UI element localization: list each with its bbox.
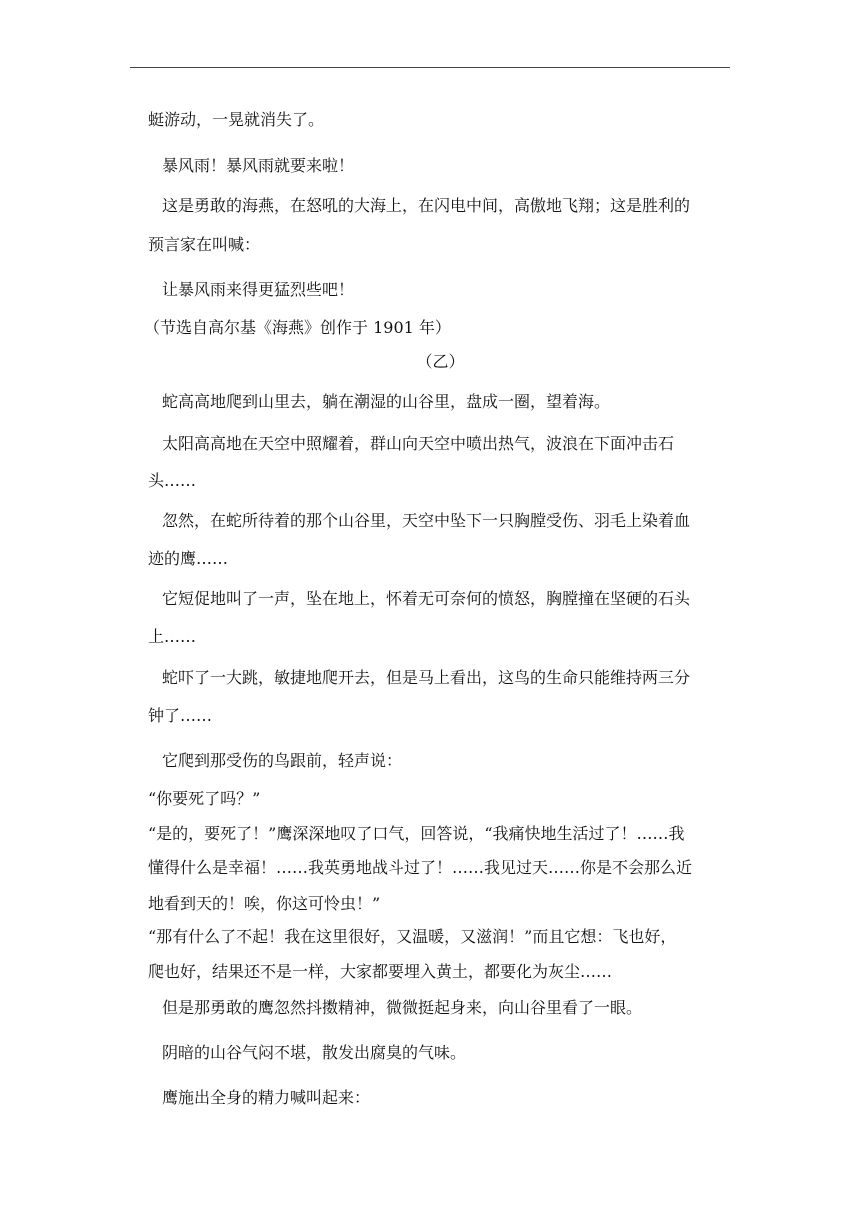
text-line: “那有什么了不起！我在这里很好，又温暖，又滋润！”而且它想：飞也好， xyxy=(148,927,677,946)
text-line: 上…… xyxy=(148,627,197,646)
text-line: 爬也好，结果还不是一样，大家都要埋入黄土，都要化为灰尘…… xyxy=(148,962,613,981)
text-line: 太阳高高地在天空中照耀着，群山向天空中喷出热气，波浪在下面冲击石 xyxy=(162,434,675,453)
text-line: 迹的鹰…… xyxy=(148,549,229,568)
text-line: 让暴风雨来得更猛烈些吧！ xyxy=(162,280,355,299)
text-line: 鹰施出全身的精力喊叫起来： xyxy=(162,1088,371,1107)
text-line: 它爬到那受伤的鸟跟前，轻声说： xyxy=(162,751,403,770)
text-line: 但是那勇敢的鹰忽然抖擞精神，微微挺起身来，向山谷里看了一眼。 xyxy=(162,998,643,1017)
text-line: 地看到天的！唉，你这可怜虫！” xyxy=(148,894,381,913)
text-line: 蛇吓了一大跳，敏捷地爬开去，但是马上看出，这鸟的生命只能维持两三分 xyxy=(162,668,691,687)
text-line: 蛇高高地爬到山里去，躺在潮湿的山谷里，盘成一圈，望着海。 xyxy=(162,392,611,411)
source-note: （节选自高尔基《海燕》创作于 1901 年） xyxy=(144,318,451,337)
text-line: 蜓游动，一晃就消失了。 xyxy=(148,110,325,129)
text-line: 忽然，在蛇所待着的那个山谷里，天空中坠下一只胸膛受伤、羽毛上染着血 xyxy=(162,511,691,530)
text-line: 头…… xyxy=(148,471,197,490)
text-line: “是的，要死了！”鹰深深地叹了口气，回答说，“我痛快地生活过了！……我 xyxy=(148,824,685,843)
text-line: 暴风雨！暴风雨就要来啦！ xyxy=(162,156,355,175)
text-line: 它短促地叫了一声，坠在地上，怀着无可奈何的愤怒，胸膛撞在坚硬的石头 xyxy=(162,589,691,608)
text-line: 这是勇敢的海燕，在怒吼的大海上，在闪电中间，高傲地飞翔；这是胜利的 xyxy=(162,196,691,215)
text-line: 预言家在叫喊： xyxy=(148,235,261,254)
text-line: 懂得什么是幸福！……我英勇地战斗过了！……我见过天……你是不会那么近 xyxy=(148,858,693,877)
text-line: “你要死了吗？” xyxy=(148,789,261,808)
section-heading: （乙） xyxy=(416,352,465,371)
text-line: 钟了…… xyxy=(148,706,213,725)
text-line: 阴暗的山谷气闷不堪，散发出腐臭的气味。 xyxy=(162,1043,467,1062)
header-rule xyxy=(130,67,730,68)
